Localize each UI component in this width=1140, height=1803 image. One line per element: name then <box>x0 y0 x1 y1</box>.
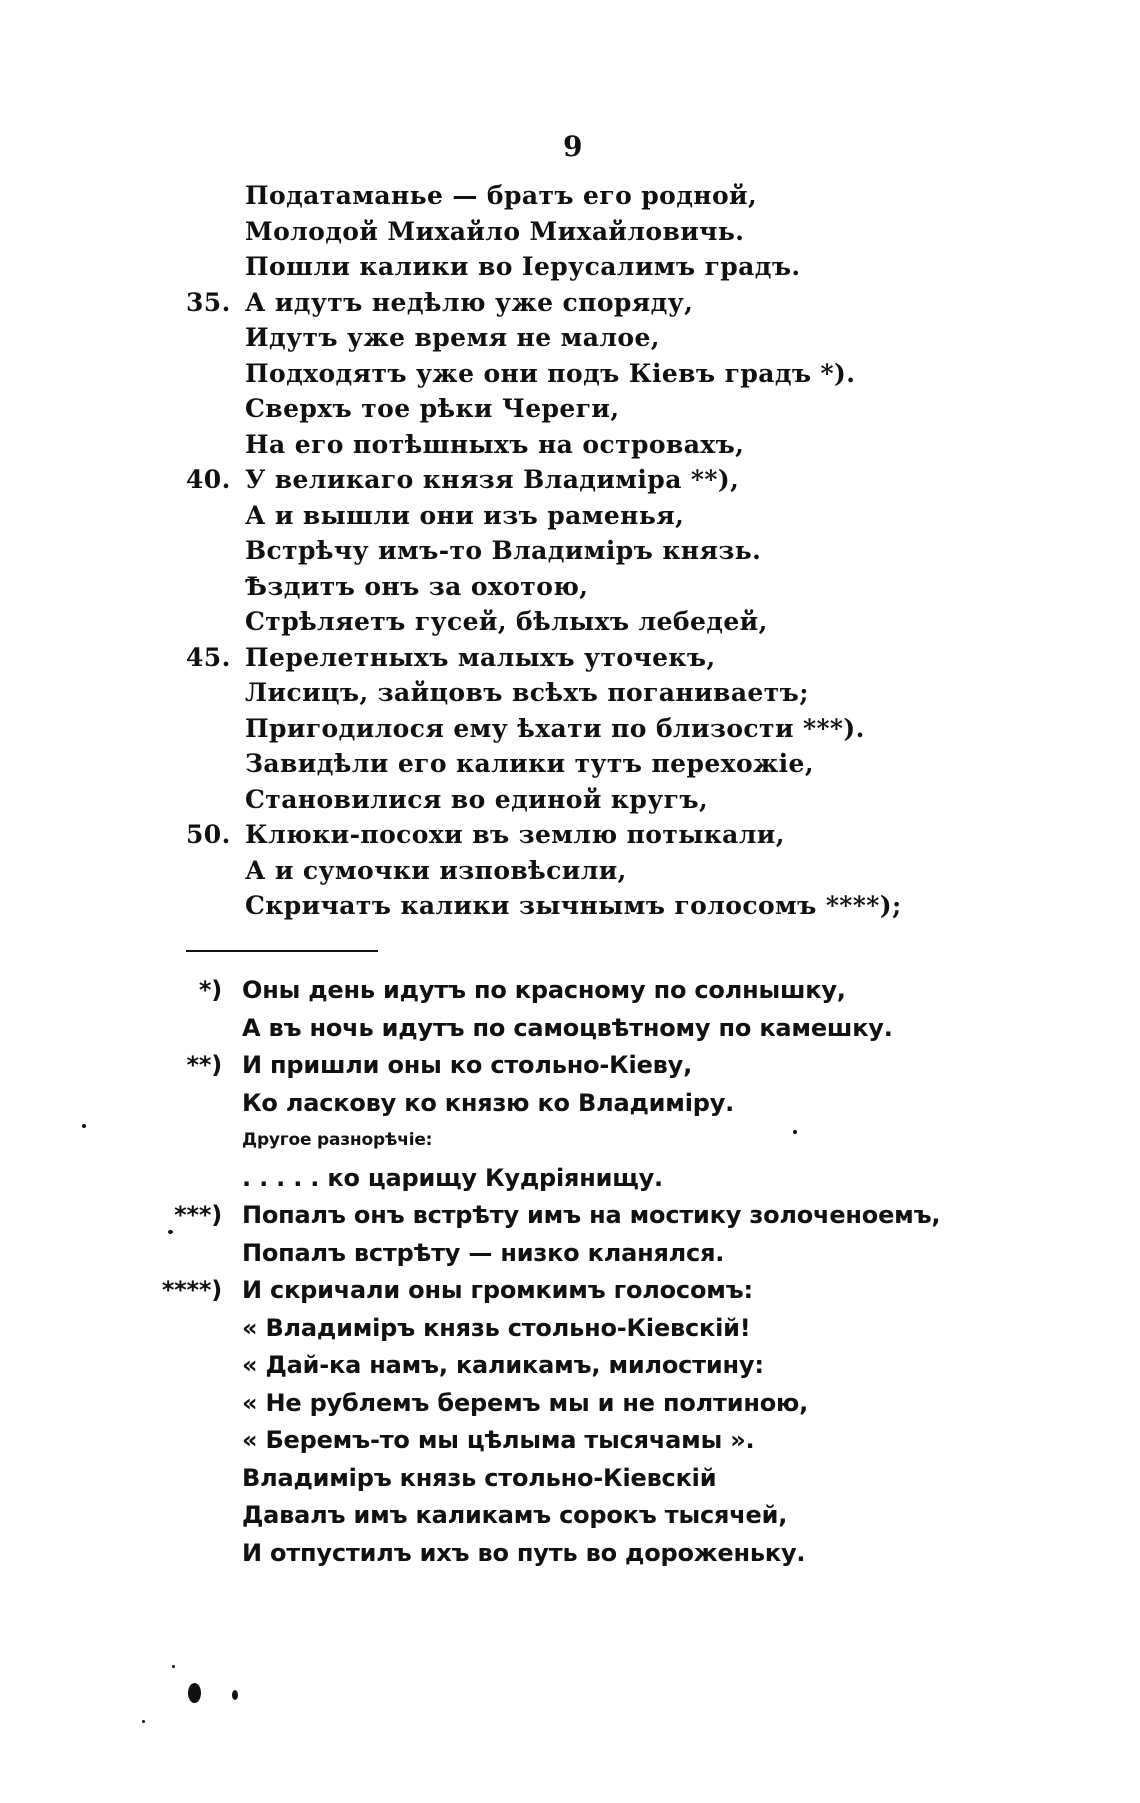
footnote-text: Другое разнорѣчіе: <box>242 1130 433 1150</box>
verse-line <box>186 427 986 463</box>
verse-text: А идутъ недѣлю уже споряду, <box>245 287 694 317</box>
scan-speck <box>188 1683 201 1703</box>
verse-line <box>186 249 986 285</box>
verse-text: Податаманье — братъ его родной, <box>245 181 758 210</box>
page-number: 9 <box>563 130 583 163</box>
verse-text: А и сумочки изповѣсили, <box>245 855 627 885</box>
verse-text: Скричатъ калики зычнымъ голосомъ ****); <box>245 891 902 920</box>
footnote-line <box>176 1535 1056 1573</box>
footnote-text: « Не рублемъ беремъ мы и не полтиною, <box>242 1388 809 1417</box>
footnote-line <box>176 1010 1056 1048</box>
verse-text: Подходятъ уже они подъ Кіевъ градъ *). <box>245 358 856 388</box>
footnote-text: « Дай-ка намъ, каликамъ, милостину: <box>242 1351 764 1379</box>
verse-number: 45. <box>186 642 231 672</box>
verse-block <box>186 178 986 924</box>
footnote-mark: **) <box>186 1051 222 1079</box>
footnote-mark: *) <box>198 976 222 1004</box>
footnote-text: . . . . . ко царищу Кудріянищу. <box>242 1163 663 1192</box>
footnote-line <box>176 1160 1056 1198</box>
verse-text: Стрѣляетъ гусей, бѣлыхъ лебедей, <box>245 607 768 636</box>
footnote-text: Владиміръ князь стольно-Кіевскій <box>242 1463 717 1492</box>
footnote-line <box>176 1422 1056 1460</box>
verse-text: Завидѣли его калики тутъ перехожіе, <box>245 749 814 778</box>
verse-number: 50. <box>186 820 231 849</box>
footnote-line <box>176 1122 1056 1160</box>
footnote-line <box>176 1385 1056 1423</box>
footnotes-block <box>161 972 1056 1572</box>
footnote-line <box>176 1347 1056 1385</box>
footnote-text: Давалъ имъ каликамъ сорокъ тысячей, <box>242 1501 788 1529</box>
verse-text: Ѣздитъ онъ за охотою, <box>245 571 589 601</box>
verse-line <box>186 746 986 782</box>
verse-text: А и вышли они изъ раменья, <box>245 500 685 530</box>
verse-line <box>186 391 986 427</box>
verse-line <box>186 214 986 250</box>
verse-text: Молодой Михайло Михайловичь. <box>245 216 745 246</box>
footnote-text: « Беремъ-то мы цѣлыма тысячамы ». <box>242 1426 755 1454</box>
verse-number: 40. <box>186 465 231 494</box>
verse-line <box>186 640 986 676</box>
verse-line <box>186 853 986 889</box>
verse-text: Клюки-посохи въ землю потыкали, <box>245 820 785 849</box>
verse-line <box>186 782 986 818</box>
footnote-line <box>176 1047 1056 1085</box>
footnote-text: Попалъ встрѣту — низко кланялся. <box>242 1238 725 1267</box>
footnote-divider <box>186 950 378 952</box>
scan-speck <box>232 1690 238 1700</box>
footnote-text: Оны день идутъ по красному по солнышку, <box>242 976 846 1004</box>
verse-text: Пошли калики во Іерусалимъ градъ. <box>245 252 801 281</box>
footnote-line <box>176 1310 1056 1348</box>
footnote-line <box>176 1460 1056 1498</box>
footnote-text: А въ ночь идутъ по самоцвѣтному по камешку. <box>242 1013 893 1042</box>
footnote-mark: ***) <box>174 1201 222 1229</box>
verse-text: Сверхъ тое рѣки Череги, <box>245 394 620 423</box>
verse-line <box>186 285 986 321</box>
verse-line <box>186 604 986 640</box>
footnote-text: Ко ласкову ко князю ко Владиміру. <box>242 1088 735 1117</box>
verse-line <box>186 178 986 214</box>
footnote-line <box>176 1085 1056 1123</box>
verse-line <box>186 356 986 392</box>
verse-text: Идутъ уже время не малое, <box>245 323 660 352</box>
footnote-mark: ****) <box>161 1276 222 1304</box>
scan-speck <box>142 1720 145 1723</box>
verse-line <box>186 320 986 356</box>
footnote-text: « Владиміръ князь стольно-Кіевскій! <box>242 1313 751 1342</box>
footnote-line <box>161 1272 1056 1310</box>
verse-line <box>186 675 986 711</box>
verse-line <box>186 498 986 534</box>
verse-line <box>186 817 986 853</box>
verse-number: 35. <box>186 287 231 317</box>
footnote-text: И скричали оны громкимъ голосомъ: <box>242 1276 753 1304</box>
footnote-line <box>176 972 1056 1010</box>
scan-speck <box>82 1124 86 1128</box>
footnote-text: И пришли оны ко стольно-Кіеву, <box>242 1051 693 1079</box>
verse-line <box>186 711 986 747</box>
footnote-line <box>176 1235 1056 1273</box>
scan-speck <box>172 1665 175 1668</box>
verse-text: Встрѣчу имъ-то Владиміръ князь. <box>245 536 762 565</box>
footnote-line <box>176 1497 1056 1535</box>
scan-speck <box>793 1130 797 1134</box>
footnote-text: Попалъ онъ встрѣту имъ на мостику золоченоемъ, <box>242 1201 941 1229</box>
verse-text: Пригодилося ему ѣхати по близости ***). <box>245 713 865 743</box>
verse-text: Лисицъ, зайцовъ всѣхъ поганиваетъ; <box>245 678 809 707</box>
verse-line <box>186 462 986 498</box>
verse-text: На его потѣшныхъ на островахъ, <box>245 429 745 459</box>
verse-line <box>186 569 986 605</box>
verse-text: Становилися во единой кругъ, <box>245 784 709 814</box>
verse-text: Перелетныхъ малыхъ уточекъ, <box>245 642 716 672</box>
verse-line <box>186 888 986 924</box>
verse-text: У великаго князя Владиміра **), <box>245 465 740 494</box>
scan-speck <box>168 1230 173 1234</box>
footnote-line <box>176 1197 1056 1235</box>
verse-line <box>186 533 986 569</box>
footnote-text: И отпустилъ ихъ во путь во дороженьку. <box>242 1538 806 1567</box>
